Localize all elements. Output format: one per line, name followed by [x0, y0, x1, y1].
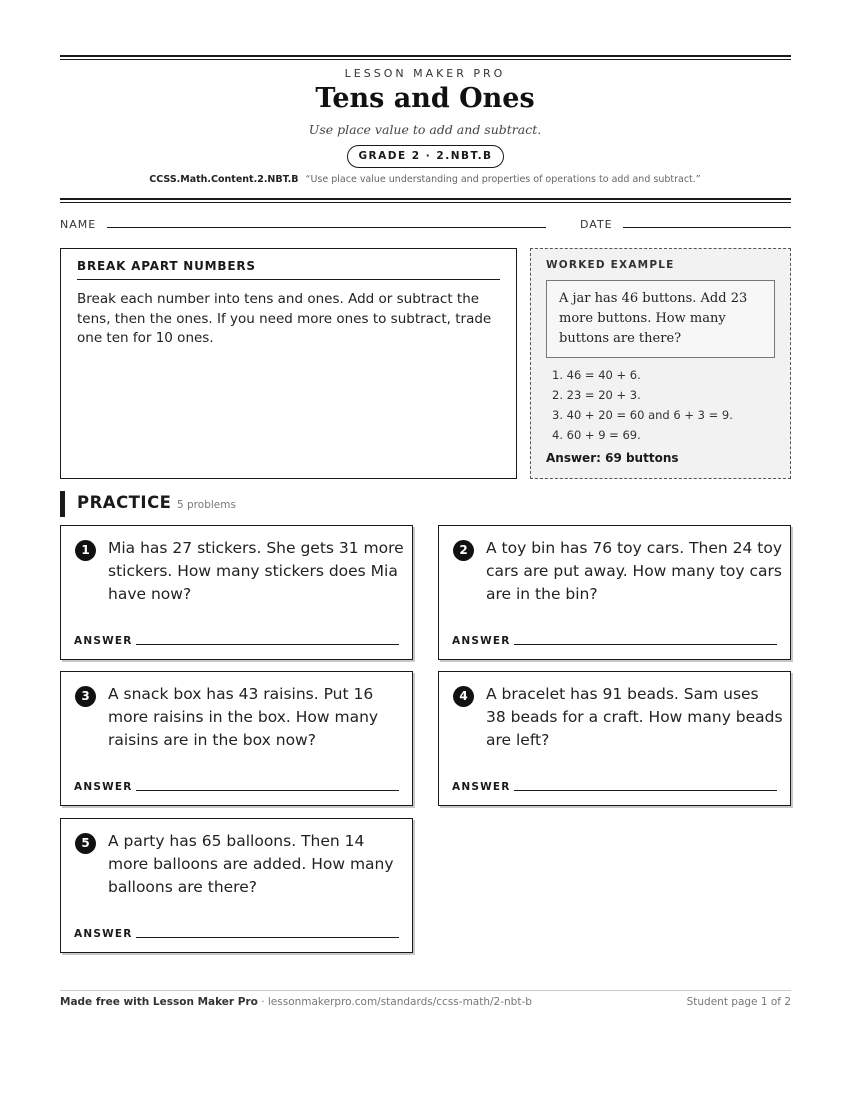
footer-credit: [60, 996, 532, 1008]
name-label: NAME: [60, 218, 97, 231]
problem-text: A snack box has 43 raisins. Put 16 more raisins in the box. How many raisins are in the box now?: [108, 685, 379, 749]
worked-example-step: 2. 23 = 20 + 3.: [552, 388, 641, 402]
problem-number: 3: [75, 686, 96, 707]
worked-example-title: WORKED EXAMPLE: [546, 259, 675, 271]
footer-divider: [60, 990, 791, 991]
practice-count: 5 problems: [177, 499, 236, 511]
name-field[interactable]: [107, 227, 546, 228]
date-label: DATE: [580, 218, 613, 231]
page-title: Tens and Ones: [315, 83, 535, 114]
header-bottom-rule: [60, 198, 791, 203]
practice-accent-bar: [60, 491, 65, 517]
standard-text: “Use place value understanding and properties of operations to add and subtract.”: [305, 174, 701, 185]
answer-field[interactable]: [136, 644, 399, 645]
practice-heading: PRACTICE: [77, 493, 172, 512]
header-top-rule: [60, 55, 791, 60]
problem-card: [438, 671, 791, 806]
worked-example-answer: Answer: 69 buttons: [546, 451, 679, 465]
worked-example-steps: [546, 365, 775, 445]
date-field[interactable]: [623, 227, 791, 228]
worked-example-step: 4. 60 + 9 = 69.: [552, 428, 641, 442]
standard-code: CCSS.Math.Content.2.NBT.B: [149, 174, 299, 185]
problem-text: A bracelet has 91 beads. Sam uses 38 beads for a craft. How many beads are left?: [486, 685, 783, 749]
footer-page-number: Student page 1 of 2: [686, 996, 791, 1008]
answer-label: ANSWER: [452, 781, 511, 793]
worked-example-step: 3. 40 + 20 = 60 and 6 + 3 = 9.: [552, 408, 733, 422]
problem-card: [60, 818, 413, 953]
worked-example-box: [530, 248, 791, 479]
standard-line: [0, 174, 850, 185]
problem-card: [438, 525, 791, 660]
instructions-text: Break each number into tens and ones. Add or subtract the tens, then the ones. If you need more ones to subtract, trade one ten for 10 ones.: [77, 291, 492, 346]
worked-example-step: 1. 46 = 40 + 6.: [552, 368, 641, 382]
footer-brand: Made free with Lesson Maker Pro: [60, 996, 258, 1008]
page-subtitle: Use place value to add and subtract.: [308, 122, 542, 137]
problem-text: A toy bin has 76 toy cars. Then 24 toy cars are put away. How many toy cars are in the bin?: [486, 539, 783, 603]
problem-number: 2: [453, 540, 474, 561]
worked-example-problem: A jar has 46 buttons. Add 23 more buttons. How many buttons are there?: [546, 280, 775, 358]
grade-badge: GRADE 2 · 2.NBT.B: [347, 145, 504, 168]
answer-field[interactable]: [136, 790, 399, 791]
answer-label: ANSWER: [74, 928, 133, 940]
problem-card: [60, 525, 413, 660]
problem-number: 1: [75, 540, 96, 561]
answer-label: ANSWER: [452, 635, 511, 647]
problem-number: 5: [75, 833, 96, 854]
answer-label: ANSWER: [74, 635, 133, 647]
answer-field[interactable]: [136, 937, 399, 938]
problem-number: 4: [453, 686, 474, 707]
footer-url[interactable]: · lessonmakerpro.com/standards/ccss-math/2-nbt-b: [257, 996, 532, 1008]
instructions-title: BREAK APART NUMBERS: [77, 259, 500, 280]
answer-label: ANSWER: [74, 781, 133, 793]
problem-card: [60, 671, 413, 806]
instructions-box: [60, 248, 517, 479]
problem-text: A party has 65 balloons. Then 14 more balloons are added. How many balloons are there?: [108, 832, 394, 896]
answer-field[interactable]: [514, 790, 777, 791]
brand-name: LESSON MAKER PRO: [344, 67, 506, 80]
answer-field[interactable]: [514, 644, 777, 645]
problem-text: Mia has 27 stickers. She gets 31 more stickers. How many stickers does Mia have now?: [108, 539, 404, 603]
